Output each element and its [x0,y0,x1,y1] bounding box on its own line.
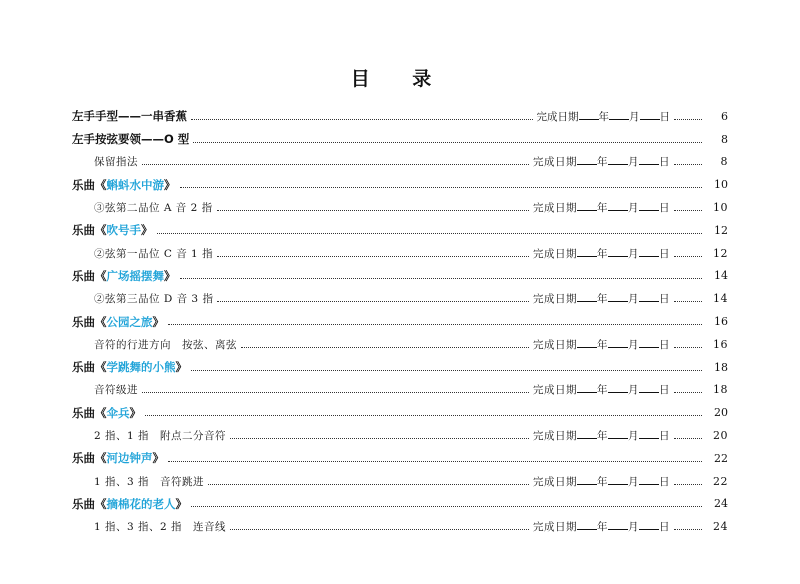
year-label: 年 [598,110,609,123]
completion-date-label: 完成日期 [533,430,577,443]
page-number: 6 [721,109,728,123]
completion-date [537,109,671,124]
date-blank [639,156,659,165]
entry-label [72,405,141,421]
dot-leader [142,164,529,165]
entry-prefix: ③弦第二品位 A 音 2 指 [94,202,213,215]
dot-leader [191,119,533,120]
entry-prefix: 乐曲《 [72,405,107,420]
day-label: 日 [659,247,670,260]
entry-label [94,474,204,489]
dot-leader [674,347,702,348]
song-title: 公园之旅 [106,314,153,329]
date-blank [608,248,628,257]
entry-prefix: 1 指、3 指 音符跳进 [94,475,205,488]
entry-label [72,131,189,147]
page-number: 22 [713,474,728,488]
dot-leader [142,392,529,393]
date-blank [579,111,599,120]
page-number: 22 [714,451,728,465]
month-label: 月 [628,384,639,397]
completion-date-label: 完成日期 [533,247,577,260]
dot-leader [193,142,702,143]
month-label: 月 [628,475,639,488]
page-number: 16 [714,315,728,329]
entry-prefix: ②弦第一品位 C 音 1 指 [94,247,214,260]
dot-leader [674,529,702,530]
dot-leader [168,324,702,325]
date-blank [639,384,659,393]
entry-prefix: 乐曲《 [72,314,107,329]
completion-date [533,428,670,443]
dot-leader [157,233,703,234]
dot-leader [674,256,702,257]
page-number: 14 [714,269,728,283]
completion-date-label: 完成日期 [536,110,579,123]
toc-entry[interactable] [72,493,728,516]
entry-prefix: 左手手型——一串香蕉 [72,109,187,124]
completion-date [533,291,670,306]
date-blank [608,202,628,211]
page-number: 18 [714,360,728,374]
completion-date [533,337,670,352]
entry-label [72,496,187,512]
year-label: 年 [597,293,608,306]
song-title: 河边钟声 [106,451,153,466]
year-label: 年 [597,338,608,351]
entry-label [72,450,164,466]
dot-leader [217,256,529,257]
song-title: 蝌蚪水中游 [106,177,164,192]
toc-entry[interactable] [72,447,728,470]
page-number: 10 [714,178,728,192]
date-blank [608,339,628,348]
day-label: 日 [659,521,670,534]
date-blank [639,202,659,211]
year-label: 年 [597,475,608,488]
dot-leader [208,484,529,485]
song-title: 伞兵 [106,405,130,420]
toc-entry[interactable] [72,356,728,379]
entry-label [94,246,213,261]
song-title: 摘棉花的老人 [106,496,176,511]
dot-leader [145,415,702,416]
entry-prefix: 2 指、1 指 附点二分音符 [94,430,227,443]
day-label: 日 [659,430,670,443]
toc-entry[interactable] [72,151,728,174]
dot-leader [241,347,529,348]
completion-date-label: 完成日期 [533,521,577,534]
entry-label [94,428,226,443]
year-label: 年 [597,521,608,534]
entry-prefix: 乐曲《 [72,496,107,511]
dot-leader [168,461,702,462]
completion-date-label: 完成日期 [533,475,577,488]
month-label: 月 [629,110,640,123]
day-label: 日 [659,338,670,351]
month-label: 月 [628,247,639,260]
toc-entry[interactable] [72,128,728,151]
page-number: 8 [721,132,728,146]
page-number: 24 [713,520,728,534]
toc-entry[interactable] [72,515,728,538]
date-blank [608,384,628,393]
date-blank [577,248,597,257]
date-blank [639,339,659,348]
page-number: 8 [720,155,728,169]
entry-label [72,314,164,330]
completion-date-label: 完成日期 [533,384,577,397]
toc-entry[interactable] [72,470,728,493]
year-label: 年 [597,156,608,169]
entry-label [72,268,176,284]
page-number: 18 [713,383,728,397]
entry-label [72,108,187,124]
completion-date [533,200,670,215]
song-title: 学跳舞的小熊 [106,360,176,375]
toc-entry[interactable] [72,310,728,333]
day-label: 日 [659,156,670,169]
dot-leader [191,370,702,371]
toc-entry[interactable] [72,379,728,402]
entry-label [94,154,138,169]
dot-leader [180,278,703,279]
dot-leader [191,506,702,507]
month-label: 月 [628,430,639,443]
date-blank [608,156,628,165]
entry-label [94,291,213,306]
entry-prefix: 保留指法 [94,156,138,169]
toc-entry[interactable] [72,196,728,219]
dot-leader [217,301,529,302]
date-blank [577,476,597,485]
entry-label [72,222,153,238]
toc-entry[interactable] [72,173,728,196]
entry-prefix: 音符级进 [94,384,138,397]
dot-leader [230,438,529,439]
completion-date [533,154,670,169]
entry-label [94,382,138,397]
entry-prefix: 左手按弦要领——O 型 [72,132,190,147]
page-number: 20 [714,406,728,420]
date-blank [608,293,628,302]
completion-date-label: 完成日期 [533,156,577,169]
day-label: 日 [659,202,670,215]
page-number: 12 [713,246,728,260]
completion-date-label: 完成日期 [533,293,577,306]
entry-label [72,359,187,375]
song-title: 吹号手 [106,223,141,238]
entry-prefix: 1 指、3 指、2 指 连音线 [94,521,227,534]
entry-label [72,177,176,193]
completion-date-label: 完成日期 [533,338,577,351]
entry-prefix: 乐曲《 [72,360,107,375]
toc-entry[interactable] [72,424,728,447]
date-blank [577,339,597,348]
entry-label [94,519,226,534]
date-blank [608,430,628,439]
date-blank [639,430,659,439]
date-blank [577,384,597,393]
month-label: 月 [628,202,639,215]
page-number: 24 [714,497,728,511]
completion-date-label: 完成日期 [533,202,577,215]
date-blank [577,202,597,211]
dot-leader [674,438,702,439]
date-blank [639,476,659,485]
entry-prefix: 乐曲《 [72,177,107,192]
dot-leader [674,392,702,393]
date-blank [608,521,628,530]
dot-leader [180,187,703,188]
entry-suffix: 》 [129,405,141,420]
entry-suffix: 》 [175,360,187,375]
toc-entry[interactable] [72,287,728,310]
day-label: 日 [659,293,670,306]
entry-label [94,200,213,215]
date-blank [639,521,659,530]
entry-suffix: 》 [175,496,187,511]
completion-date [533,519,670,534]
page-number: 20 [713,429,728,443]
dot-leader [674,484,702,485]
date-blank [608,476,628,485]
entry-suffix: 》 [141,223,153,238]
date-blank [577,521,597,530]
song-title: 广场摇摆舞 [106,268,164,283]
table-of-contents [72,105,728,538]
date-blank [640,111,660,120]
entry-prefix: ②弦第三品位 D 音 3 指 [94,293,214,306]
entry-suffix: 》 [152,314,164,329]
entry-suffix: 》 [164,177,176,192]
entry-suffix: 》 [164,268,176,283]
dot-leader [674,164,702,165]
month-label: 月 [628,293,639,306]
dot-leader [217,210,529,211]
entry-suffix: 》 [152,451,164,466]
completion-date [533,474,670,489]
day-label: 日 [659,384,670,397]
entry-prefix: 乐曲《 [72,223,107,238]
toc-entry[interactable] [72,265,728,288]
date-blank [577,430,597,439]
entry-label [94,337,237,352]
page-number: 10 [713,201,728,215]
year-label: 年 [597,202,608,215]
date-blank [639,248,659,257]
completion-date [533,382,670,397]
month-label: 月 [628,521,639,534]
year-label: 年 [597,384,608,397]
completion-date [533,246,670,261]
dot-leader [674,301,702,302]
entry-prefix: 乐曲《 [72,451,107,466]
year-label: 年 [597,430,608,443]
month-label: 月 [628,156,639,169]
date-blank [577,293,597,302]
dot-leader [674,119,702,120]
entry-prefix: 音符的行进方向 按弦、离弦 [94,338,237,351]
date-blank [609,111,629,120]
toc-entry[interactable] [72,219,728,242]
date-blank [639,293,659,302]
toc-entry[interactable] [72,105,728,128]
dot-leader [230,529,529,530]
page-number: 14 [713,292,728,306]
page-number: 12 [714,223,728,237]
page-number: 16 [713,337,728,351]
dot-leader [674,210,702,211]
page-title: 目 录 [350,68,450,90]
year-label: 年 [597,247,608,260]
entry-prefix: 乐曲《 [72,268,107,283]
toc-entry[interactable] [72,242,728,265]
toc-entry[interactable] [72,401,728,424]
date-blank [577,156,597,165]
month-label: 月 [628,338,639,351]
day-label: 日 [659,110,670,123]
toc-entry[interactable] [72,333,728,356]
day-label: 日 [659,475,670,488]
